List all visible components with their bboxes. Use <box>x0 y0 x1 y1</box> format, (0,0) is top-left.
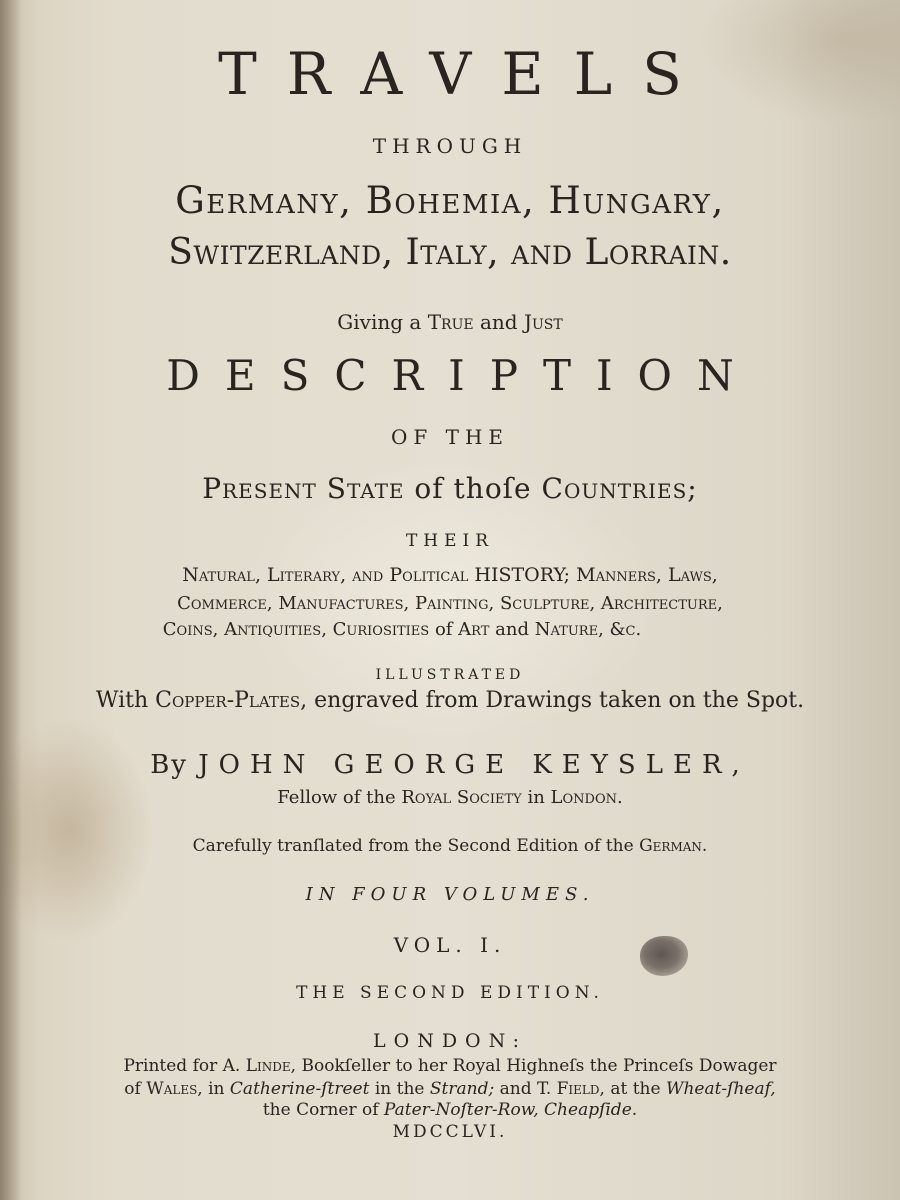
imprint2-a: of <box>124 1079 141 1099</box>
imprint1-a: Printed for A. <box>123 1056 241 1076</box>
volume-number: VOL. I. <box>393 933 507 957</box>
of-the-line: OF THE <box>390 425 509 449</box>
illustrated-line: ILLUSTRATED <box>375 667 525 683</box>
giving-just: Just <box>523 310 563 334</box>
coins-d: and <box>495 619 529 640</box>
coins-line <box>0 621 852 639</box>
present-state: Present State <box>202 472 405 505</box>
coins-c: Art <box>458 619 490 640</box>
giving-true: True <box>427 310 474 334</box>
fellow-c: in <box>527 787 545 808</box>
fellow-b: Royal Society <box>401 787 522 808</box>
author-line <box>0 752 900 778</box>
london-line: LONDON: <box>373 1030 527 1052</box>
imprint-line-1 <box>0 1058 900 1075</box>
copper-b: Copper-Plates, <box>155 688 308 713</box>
through-line: THROUGH <box>372 134 528 158</box>
fellow-a: Fellow of the <box>277 787 396 808</box>
countries-word: Countries; <box>541 472 698 505</box>
imprint3-c: Cheapſide. <box>544 1100 638 1120</box>
imprint2-f: Strand; <box>429 1079 495 1099</box>
copper-a: With <box>95 688 149 713</box>
their-line: THEIR <box>405 531 495 551</box>
publication-date: MDCCLVI. <box>392 1122 508 1142</box>
edition-line: THE SECOND EDITION. <box>296 983 604 1003</box>
translation-line <box>0 838 900 855</box>
commerce-line: Commerce, Manufactures, Painting, Sculpture, Architecture, <box>177 593 723 614</box>
book-title: TRAVELS <box>218 40 712 108</box>
imprint2-g: and T. <box>499 1079 552 1099</box>
coins-a: Coins, Antiquities, Curiosities <box>162 619 430 640</box>
fellow-d: London. <box>550 787 623 808</box>
fellow-line <box>0 789 900 807</box>
present-state-line <box>0 472 900 505</box>
imprint2-i: at the <box>610 1079 661 1099</box>
ink-stain <box>640 936 688 976</box>
carefully-a: Carefully tranſlated from the Second Edition of the <box>192 836 634 856</box>
natural-b: Manners, Laws, <box>576 564 718 586</box>
author-name: JOHN GEORGE KEYSLER, <box>198 750 750 780</box>
countries-line-2: Switzerland, Italy, and Lorrain. <box>168 232 732 273</box>
imprint3-b: Pater-Noſter-Row, <box>383 1100 539 1120</box>
countries-line-1: Germany, Bohemia, Hungary, <box>175 179 725 222</box>
description-heading: DESCRIPTION <box>166 351 759 400</box>
carefully-b: German. <box>639 836 708 856</box>
natural-a: Natural, Literary, and Political <box>182 564 469 586</box>
giving-line <box>0 312 900 332</box>
imprint2-h: Field, <box>556 1079 605 1099</box>
natural-line <box>0 566 900 585</box>
imprint3-a: the Corner of <box>262 1100 379 1120</box>
copper-plates-line <box>0 690 900 712</box>
imprint1-c: Bookſeller to her Royal Highneſs the Princeſs Dowager <box>301 1056 777 1076</box>
imprint2-e: in the <box>374 1079 425 1099</box>
giving-and: and <box>479 310 518 334</box>
copper-c: engraved from Drawings taken on the Spot. <box>314 688 805 713</box>
coins-e: Nature, &c. <box>534 619 642 640</box>
coins-b: of <box>434 619 453 640</box>
natural-history: HISTORY; <box>474 564 571 586</box>
imprint1-b: Linde, <box>245 1056 297 1076</box>
imprint2-c: in <box>208 1079 225 1099</box>
giving-a: Giving a <box>337 310 422 334</box>
imprint2-d: Catherine-ſtreet <box>229 1079 370 1099</box>
of-those: of thoſe <box>414 472 532 505</box>
imprint-line-3 <box>0 1102 900 1119</box>
imprint2-b: Wales, <box>146 1079 203 1099</box>
imprint-line-2 <box>0 1081 900 1098</box>
imprint2-j: Wheat-ſheaf, <box>665 1079 776 1099</box>
volumes-line: IN FOUR VOLUMES. <box>305 884 595 905</box>
by-word: By <box>150 750 188 780</box>
